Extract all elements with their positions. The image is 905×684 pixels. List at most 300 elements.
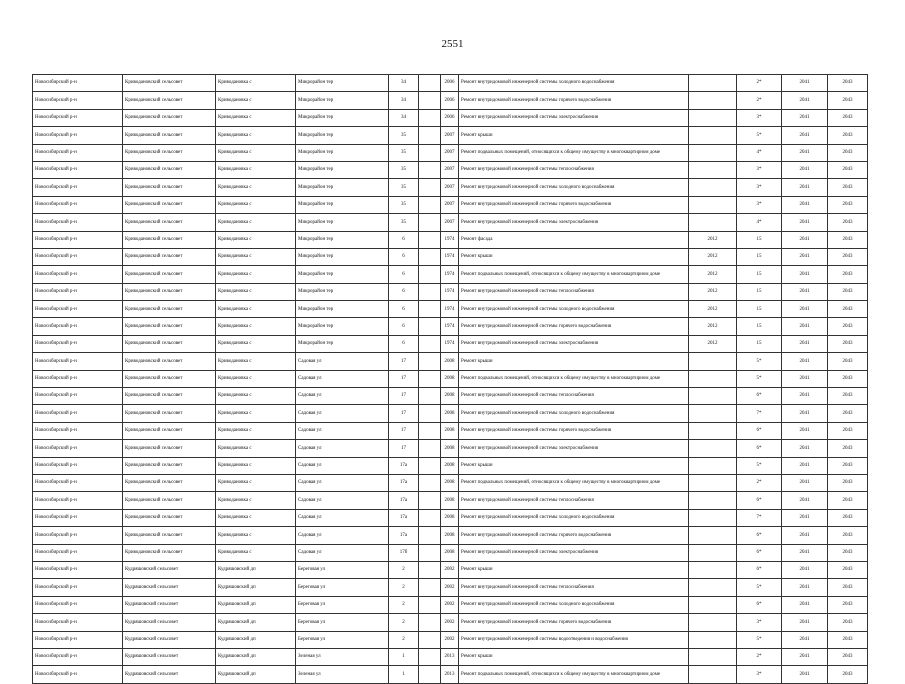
cell-house: 6 <box>389 335 419 352</box>
cell-building <box>419 527 441 544</box>
cell-plan-end: 2043 <box>828 283 868 300</box>
cell-plan-end: 2043 <box>828 579 868 596</box>
table-row <box>33 75 868 92</box>
cell-council: Криводановский сельсовет <box>123 248 216 265</box>
cell-period: 5* <box>737 370 782 387</box>
cell-work-type: Ремонт подвальных помещений, относящихся к общему имуществу в многоквартирном доме <box>459 144 689 161</box>
cell-work-type: Ремонт крыши <box>459 561 689 578</box>
cell-plan-end: 2043 <box>828 544 868 561</box>
cell-building <box>419 196 441 213</box>
cell-work-type: Ремонт внутридомовой инженерной системы горячего водоснабжения <box>459 422 689 439</box>
cell-council: Криводановский сельсовет <box>123 144 216 161</box>
cell-council: Криводановский сельсовет <box>123 283 216 300</box>
cell-period: 6* <box>737 596 782 613</box>
cell-year: 1974 <box>441 318 459 335</box>
cell-period: 15 <box>737 231 782 248</box>
cell-year: 2006 <box>441 109 459 126</box>
cell-council: Криводановский сельсовет <box>123 422 216 439</box>
cell-period: 7* <box>737 405 782 422</box>
cell-plan-end: 2043 <box>828 666 868 683</box>
cell-settlement: Криводановка с <box>216 422 296 439</box>
cell-council: Криводановский сельсовет <box>123 388 216 405</box>
cell-settlement: Криводановка с <box>216 353 296 370</box>
cell-work-type: Ремонт внутридомовой инженерной системы холодного водоснабжения <box>459 75 689 92</box>
cell-council: Кудряшовский сельсовет <box>123 631 216 648</box>
cell-settlement: Криводановка с <box>216 144 296 161</box>
cell-building <box>419 161 441 178</box>
cell-period: 4* <box>737 214 782 231</box>
table-row <box>33 231 868 248</box>
cell-council: Кудряшовский сельсовет <box>123 648 216 665</box>
table-row <box>33 283 868 300</box>
cell-plan-start: 2041 <box>782 231 828 248</box>
cell-settlement: Криводановка с <box>216 248 296 265</box>
cell-work-type: Ремонт фасада <box>459 231 689 248</box>
cell-street: Береговая ул <box>296 579 389 596</box>
cell-street: Микрорайон тер <box>296 248 389 265</box>
cell-plan-end: 2043 <box>828 509 868 526</box>
cell-plan-start: 2041 <box>782 666 828 683</box>
cell-house: 17 <box>389 440 419 457</box>
cell-work-type: Ремонт внутридомовой инженерной системы электроснабжения <box>459 214 689 231</box>
cell-street: Садовая ул <box>296 474 389 491</box>
cell-building <box>419 614 441 631</box>
cell-settlement: Криводановка с <box>216 492 296 509</box>
cell-plan-start: 2041 <box>782 561 828 578</box>
cell-council: Криводановский сельсовет <box>123 109 216 126</box>
cell-settlement: Кудряшовский дп <box>216 666 296 683</box>
cell-year: 2002 <box>441 579 459 596</box>
cell-year: 2013 <box>441 648 459 665</box>
cell-work-type: Ремонт внутридомовой инженерной системы холодного водоснабжения <box>459 301 689 318</box>
cell-plan-start: 2041 <box>782 179 828 196</box>
cell-work-type: Ремонт внутридомовой инженерной системы электроснабжения <box>459 440 689 457</box>
cell-council: Криводановский сельсовет <box>123 231 216 248</box>
cell-last-repair <box>689 614 737 631</box>
cell-year: 2008 <box>441 457 459 474</box>
cell-house: 1 <box>389 666 419 683</box>
cell-building <box>419 648 441 665</box>
cell-last-repair <box>689 509 737 526</box>
cell-street: Микрорайон тер <box>296 335 389 352</box>
cell-settlement: Криводановка с <box>216 109 296 126</box>
cell-street: Микрорайон тер <box>296 214 389 231</box>
cell-district: Новосибирский р-н <box>33 648 123 665</box>
cell-settlement: Криводановка с <box>216 440 296 457</box>
cell-work-type: Ремонт внутридомовой инженерной системы горячего водоснабжения <box>459 196 689 213</box>
cell-street: Береговая ул <box>296 631 389 648</box>
cell-building <box>419 422 441 439</box>
cell-council: Кудряшовский сельсовет <box>123 596 216 613</box>
cell-district: Новосибирский р-н <box>33 561 123 578</box>
cell-plan-start: 2041 <box>782 509 828 526</box>
cell-year: 2007 <box>441 214 459 231</box>
cell-work-type: Ремонт крыши <box>459 457 689 474</box>
cell-council: Криводановский сельсовет <box>123 353 216 370</box>
cell-work-type: Ремонт внутридомовой инженерной системы горячего водоснабжения <box>459 527 689 544</box>
cell-plan-start: 2041 <box>782 127 828 144</box>
cell-street: Садовая ул <box>296 509 389 526</box>
cell-last-repair <box>689 527 737 544</box>
cell-plan-end: 2043 <box>828 301 868 318</box>
cell-year: 2008 <box>441 492 459 509</box>
table-row <box>33 335 868 352</box>
cell-street: Микрорайон тер <box>296 283 389 300</box>
cell-street: Зеленая ул <box>296 648 389 665</box>
cell-settlement: Криводановка с <box>216 196 296 213</box>
cell-plan-end: 2043 <box>828 492 868 509</box>
cell-plan-start: 2041 <box>782 301 828 318</box>
cell-settlement: Криводановка с <box>216 127 296 144</box>
table-row <box>33 614 868 631</box>
cell-year: 2006 <box>441 92 459 109</box>
cell-last-repair <box>689 127 737 144</box>
cell-building <box>419 231 441 248</box>
cell-last-repair <box>689 596 737 613</box>
cell-year: 2007 <box>441 144 459 161</box>
cell-council: Криводановский сельсовет <box>123 335 216 352</box>
cell-year: 2002 <box>441 614 459 631</box>
cell-plan-start: 2041 <box>782 579 828 596</box>
cell-street: Садовая ул <box>296 353 389 370</box>
cell-plan-end: 2043 <box>828 388 868 405</box>
cell-building <box>419 266 441 283</box>
cell-plan-end: 2043 <box>828 318 868 335</box>
cell-council: Криводановский сельсовет <box>123 405 216 422</box>
cell-house: 17 <box>389 405 419 422</box>
cell-work-type: Ремонт крыши <box>459 248 689 265</box>
cell-street: Микрорайон тер <box>296 179 389 196</box>
cell-work-type: Ремонт внутридомовой инженерной системы холодного водоснабжения <box>459 405 689 422</box>
cell-street: Микрорайон тер <box>296 196 389 213</box>
cell-year: 2008 <box>441 388 459 405</box>
cell-plan-end: 2043 <box>828 422 868 439</box>
cell-last-repair <box>689 353 737 370</box>
cell-settlement: Кудряшовский дп <box>216 648 296 665</box>
table-row <box>33 457 868 474</box>
cell-house: 6 <box>389 248 419 265</box>
cell-last-repair <box>689 405 737 422</box>
cell-house: 35 <box>389 161 419 178</box>
cell-plan-end: 2043 <box>828 457 868 474</box>
cell-building <box>419 492 441 509</box>
cell-street: Садовая ул <box>296 457 389 474</box>
cell-street: Садовая ул <box>296 422 389 439</box>
cell-house: 6 <box>389 266 419 283</box>
cell-house: 6 <box>389 301 419 318</box>
cell-council: Криводановский сельсовет <box>123 75 216 92</box>
cell-work-type: Ремонт внутридомовой инженерной системы горячего водоснабжения <box>459 92 689 109</box>
cell-settlement: Криводановка с <box>216 509 296 526</box>
cell-plan-start: 2041 <box>782 457 828 474</box>
cell-settlement: Криводановка с <box>216 301 296 318</box>
cell-district: Новосибирский р-н <box>33 492 123 509</box>
cell-council: Криводановский сельсовет <box>123 474 216 491</box>
cell-last-repair <box>689 666 737 683</box>
cell-period: 15 <box>737 248 782 265</box>
cell-last-repair <box>689 161 737 178</box>
cell-building <box>419 144 441 161</box>
cell-building <box>419 248 441 265</box>
cell-period: 3* <box>737 179 782 196</box>
cell-year: 2008 <box>441 509 459 526</box>
cell-district: Новосибирский р-н <box>33 666 123 683</box>
cell-work-type: Ремонт внутридомовой инженерной системы холодного водоснабжения <box>459 179 689 196</box>
cell-last-repair <box>689 648 737 665</box>
table-row <box>33 440 868 457</box>
cell-work-type: Ремонт крыши <box>459 353 689 370</box>
cell-work-type: Ремонт подвальных помещений, относящихся к общему имуществу в многоквартирном доме <box>459 666 689 683</box>
cell-council: Криводановский сельсовет <box>123 127 216 144</box>
cell-work-type: Ремонт внутридомовой инженерной системы горячего водоснабжения <box>459 318 689 335</box>
cell-street: Береговая ул <box>296 561 389 578</box>
cell-year: 2008 <box>441 474 459 491</box>
cell-building <box>419 596 441 613</box>
cell-plan-end: 2043 <box>828 179 868 196</box>
cell-house: 2 <box>389 596 419 613</box>
cell-year: 2008 <box>441 544 459 561</box>
cell-plan-end: 2043 <box>828 231 868 248</box>
cell-building <box>419 283 441 300</box>
cell-plan-start: 2041 <box>782 266 828 283</box>
cell-house: 6 <box>389 231 419 248</box>
cell-house: 17а <box>389 527 419 544</box>
cell-settlement: Криводановка с <box>216 231 296 248</box>
cell-plan-start: 2041 <box>782 248 828 265</box>
cell-last-repair <box>689 440 737 457</box>
cell-work-type: Ремонт крыши <box>459 127 689 144</box>
cell-period: 6* <box>737 422 782 439</box>
cell-building <box>419 127 441 144</box>
cell-plan-end: 2043 <box>828 561 868 578</box>
cell-plan-start: 2041 <box>782 335 828 352</box>
cell-street: Микрорайон тер <box>296 75 389 92</box>
cell-council: Криводановский сельсовет <box>123 214 216 231</box>
cell-street: Садовая ул <box>296 544 389 561</box>
cell-building <box>419 405 441 422</box>
cell-plan-start: 2041 <box>782 353 828 370</box>
cell-plan-end: 2043 <box>828 214 868 231</box>
cell-plan-end: 2043 <box>828 335 868 352</box>
table-row <box>33 370 868 387</box>
cell-street: Микрорайон тер <box>296 144 389 161</box>
cell-last-repair <box>689 474 737 491</box>
cell-district: Новосибирский р-н <box>33 301 123 318</box>
cell-last-repair <box>689 388 737 405</box>
cell-district: Новосибирский р-н <box>33 92 123 109</box>
cell-settlement: Криводановка с <box>216 457 296 474</box>
cell-work-type: Ремонт внутридомовой инженерной системы электроснабжения <box>459 335 689 352</box>
cell-last-repair <box>689 144 737 161</box>
cell-plan-start: 2041 <box>782 648 828 665</box>
table-row <box>33 509 868 526</box>
cell-district: Новосибирский р-н <box>33 179 123 196</box>
table-row <box>33 109 868 126</box>
cell-work-type: Ремонт внутридомовой инженерной системы горячего водоснабжения <box>459 614 689 631</box>
cell-house: 1 <box>389 648 419 665</box>
cell-building <box>419 335 441 352</box>
cell-work-type: Ремонт внутридомовой инженерной системы холодного водоснабжения <box>459 596 689 613</box>
cell-council: Криводановский сельсовет <box>123 509 216 526</box>
cell-settlement: Кудряшовский дп <box>216 631 296 648</box>
cell-year: 2007 <box>441 127 459 144</box>
cell-last-repair <box>689 492 737 509</box>
cell-plan-end: 2043 <box>828 596 868 613</box>
cell-plan-end: 2043 <box>828 370 868 387</box>
table-row <box>33 666 868 683</box>
cell-street: Микрорайон тер <box>296 231 389 248</box>
cell-settlement: Криводановка с <box>216 335 296 352</box>
cell-plan-start: 2041 <box>782 596 828 613</box>
page-number: 2551 <box>441 38 464 50</box>
cell-settlement: Криводановка с <box>216 283 296 300</box>
cell-last-repair <box>689 109 737 126</box>
cell-building <box>419 561 441 578</box>
cell-period: 5* <box>737 353 782 370</box>
cell-year: 2007 <box>441 161 459 178</box>
cell-building <box>419 353 441 370</box>
cell-building <box>419 457 441 474</box>
cell-plan-start: 2041 <box>782 614 828 631</box>
cell-work-type: Ремонт внутридомовой инженерной системы теплоснабжения <box>459 161 689 178</box>
cell-district: Новосибирский р-н <box>33 527 123 544</box>
cell-house: 17а <box>389 457 419 474</box>
cell-street: Береговая ул <box>296 596 389 613</box>
cell-council: Криводановский сельсовет <box>123 440 216 457</box>
cell-plan-end: 2043 <box>828 631 868 648</box>
cell-council: Криводановский сельсовет <box>123 544 216 561</box>
cell-building <box>419 370 441 387</box>
cell-street: Микрорайон тер <box>296 109 389 126</box>
cell-period: 6* <box>737 388 782 405</box>
table-row <box>33 179 868 196</box>
cell-work-type: Ремонт внутридомовой инженерной системы теплоснабжения <box>459 492 689 509</box>
cell-last-repair: 2012 <box>689 283 737 300</box>
cell-plan-start: 2041 <box>782 161 828 178</box>
cell-district: Новосибирский р-н <box>33 422 123 439</box>
table-row <box>33 127 868 144</box>
table-row <box>33 301 868 318</box>
cell-settlement: Криводановка с <box>216 474 296 491</box>
cell-house: 34 <box>389 75 419 92</box>
cell-period: 7* <box>737 509 782 526</box>
cell-district: Новосибирский р-н <box>33 214 123 231</box>
cell-council: Кудряшовский сельсовет <box>123 666 216 683</box>
table-row <box>33 405 868 422</box>
cell-last-repair <box>689 214 737 231</box>
cell-house: 17а <box>389 492 419 509</box>
cell-last-repair <box>689 561 737 578</box>
table-row <box>33 492 868 509</box>
table-row <box>33 527 868 544</box>
table-row <box>33 561 868 578</box>
cell-street: Зеленая ул <box>296 666 389 683</box>
cell-plan-end: 2043 <box>828 527 868 544</box>
cell-house: 17 <box>389 353 419 370</box>
cell-building <box>419 544 441 561</box>
table-row <box>33 422 868 439</box>
cell-settlement: Кудряшовский дп <box>216 596 296 613</box>
cell-district: Новосибирский р-н <box>33 388 123 405</box>
cell-council: Криводановский сельсовет <box>123 266 216 283</box>
cell-council: Криводановский сельсовет <box>123 301 216 318</box>
cell-work-type: Ремонт внутридомовой инженерной системы электроснабжения <box>459 109 689 126</box>
cell-period: 2* <box>737 75 782 92</box>
cell-last-repair: 2012 <box>689 266 737 283</box>
cell-building <box>419 666 441 683</box>
cell-year: 2006 <box>441 75 459 92</box>
cell-period: 3* <box>737 614 782 631</box>
cell-work-type: Ремонт подвальных помещений, относящихся к общему имуществу в многоквартирном доме <box>459 474 689 491</box>
cell-plan-start: 2041 <box>782 388 828 405</box>
cell-street: Микрорайон тер <box>296 127 389 144</box>
cell-period: 4* <box>737 144 782 161</box>
cell-street: Микрорайон тер <box>296 301 389 318</box>
cell-house: 2 <box>389 614 419 631</box>
cell-district: Новосибирский р-н <box>33 579 123 596</box>
table-row <box>33 318 868 335</box>
cell-house: 6 <box>389 318 419 335</box>
cell-district: Новосибирский р-н <box>33 109 123 126</box>
cell-plan-end: 2043 <box>828 109 868 126</box>
cell-settlement: Криводановка с <box>216 266 296 283</box>
cell-period: 3* <box>737 109 782 126</box>
cell-street: Микрорайон тер <box>296 92 389 109</box>
cell-street: Микрорайон тер <box>296 318 389 335</box>
cell-last-repair <box>689 579 737 596</box>
cell-last-repair: 2012 <box>689 231 737 248</box>
cell-district: Новосибирский р-н <box>33 370 123 387</box>
cell-period: 3* <box>737 196 782 213</box>
cell-council: Кудряшовский сельсовет <box>123 579 216 596</box>
cell-district: Новосибирский р-н <box>33 544 123 561</box>
cell-district: Новосибирский р-н <box>33 474 123 491</box>
cell-settlement: Криводановка с <box>216 214 296 231</box>
cell-council: Криводановский сельсовет <box>123 318 216 335</box>
cell-plan-end: 2043 <box>828 161 868 178</box>
cell-house: 2 <box>389 631 419 648</box>
cell-house: 35 <box>389 196 419 213</box>
table-row <box>33 161 868 178</box>
cell-plan-start: 2041 <box>782 214 828 231</box>
cell-work-type: Ремонт внутридомовой инженерной системы водоотведения и водоснабжения <box>459 631 689 648</box>
cell-plan-start: 2041 <box>782 144 828 161</box>
cell-house: 17а <box>389 509 419 526</box>
cell-year: 2002 <box>441 631 459 648</box>
cell-council: Кудряшовский сельсовет <box>123 614 216 631</box>
cell-period: 15 <box>737 266 782 283</box>
cell-plan-start: 2041 <box>782 422 828 439</box>
cell-settlement: Криводановка с <box>216 405 296 422</box>
cell-building <box>419 92 441 109</box>
cell-district: Новосибирский р-н <box>33 75 123 92</box>
table-row <box>33 474 868 491</box>
cell-year: 1974 <box>441 301 459 318</box>
cell-year: 1974 <box>441 283 459 300</box>
cell-plan-end: 2043 <box>828 474 868 491</box>
cell-settlement: Криводановка с <box>216 388 296 405</box>
cell-plan-end: 2043 <box>828 196 868 213</box>
cell-year: 2007 <box>441 196 459 213</box>
cell-period: 3* <box>737 161 782 178</box>
cell-year: 2008 <box>441 353 459 370</box>
cell-building <box>419 179 441 196</box>
cell-building <box>419 75 441 92</box>
table-row <box>33 388 868 405</box>
cell-plan-end: 2043 <box>828 440 868 457</box>
cell-period: 2* <box>737 648 782 665</box>
cell-year: 2008 <box>441 527 459 544</box>
